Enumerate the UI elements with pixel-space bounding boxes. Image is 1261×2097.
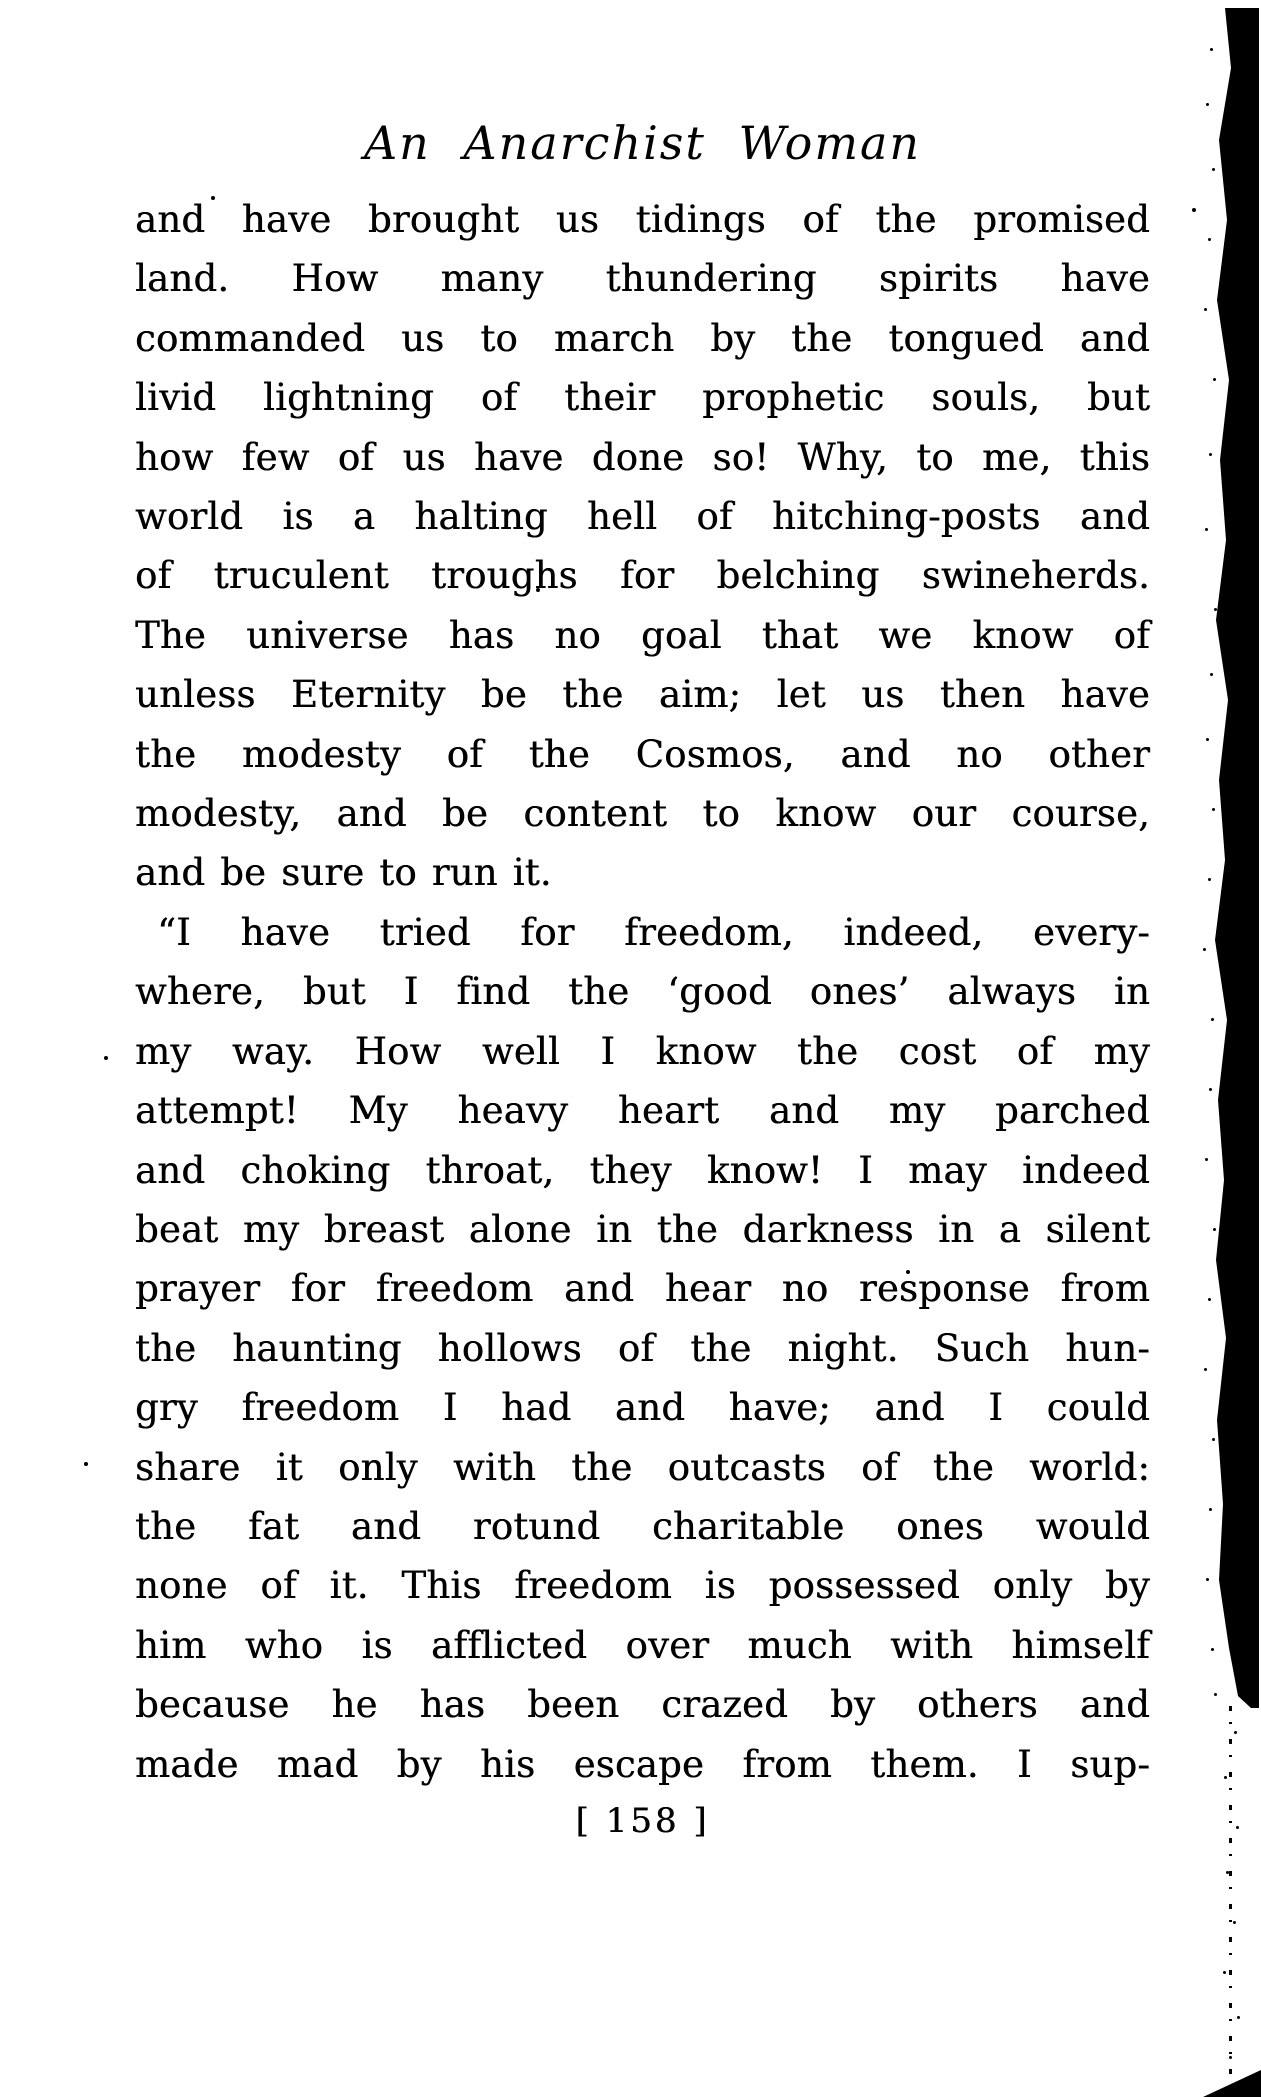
text-line: gry freedom I had and have; and I could [135, 1386, 1150, 1430]
text-line: attempt! My heavy heart and my parched [135, 1089, 1150, 1133]
body-text [135, 190, 1150, 1794]
text-line: him who is afflicted over much with himself [135, 1623, 1150, 1667]
text-line: share it only with the outcasts of the world: [135, 1445, 1150, 1489]
running-head-title: An Anarchist Woman [363, 116, 922, 170]
scan-edge-band-artifact [1211, 8, 1259, 1708]
text-line: and have brought us tidings of the promised [135, 198, 1150, 241]
page-number: [ 158 ] [575, 1801, 710, 1841]
text-line: my way. How well I know the cost of my [135, 1029, 1150, 1073]
text-line: land. How many thundering spirits have [135, 257, 1150, 301]
text-line: none of it. This freedom is possessed only by [135, 1564, 1150, 1608]
scan-edge-tail-artifact [1229, 1706, 1232, 2084]
text-line: modesty, and be content to know our course, [135, 792, 1150, 836]
text-line: prayer for freedom and hear no response from [135, 1267, 1150, 1311]
text-line: because he has been crazed by others and [135, 1683, 1150, 1727]
scan-tail-speckles-artifact [1226, 1706, 1229, 1709]
text-line: The universe has no goal that we know of [135, 613, 1150, 657]
text-line: of truculent troughs for belching swineherds. [135, 554, 1150, 598]
scan-page-specks-artifact [0, 0, 4, 4]
text-line: the fat and rotund charitable ones would [135, 1504, 1150, 1548]
text-line: world is a halting hell of hitching-posts and [135, 495, 1150, 539]
text-line: how few of us have done so! Why, to me, this [135, 435, 1150, 479]
text-line: the modesty of the Cosmos, and no other [135, 732, 1150, 776]
text-line: where, but I find the ‘good ones’ always in [135, 970, 1150, 1014]
text-line: and be sure to run it. [135, 851, 552, 895]
scan-corner-wedge-artifact [1203, 2070, 1261, 2097]
text-line: made mad by his escape from them. I sup- [135, 1742, 1150, 1786]
text-line: commanded us to march by the tongued and [135, 316, 1150, 360]
text-line: and choking throat, they know! I may indeed [135, 1148, 1150, 1192]
text-line: “I have tried for freedom, indeed, every- [157, 910, 1150, 954]
text-line: unless Eternity be the aim; let us then have [135, 673, 1150, 717]
text-line: the haunting hollows of the night. Such hun- [135, 1326, 1150, 1370]
text-line: beat my breast alone in the darkness in a silent [135, 1207, 1150, 1251]
scan-edge-speckles-artifact [1208, 8, 1211, 11]
text-line: livid lightning of their prophetic souls, but [135, 376, 1150, 420]
